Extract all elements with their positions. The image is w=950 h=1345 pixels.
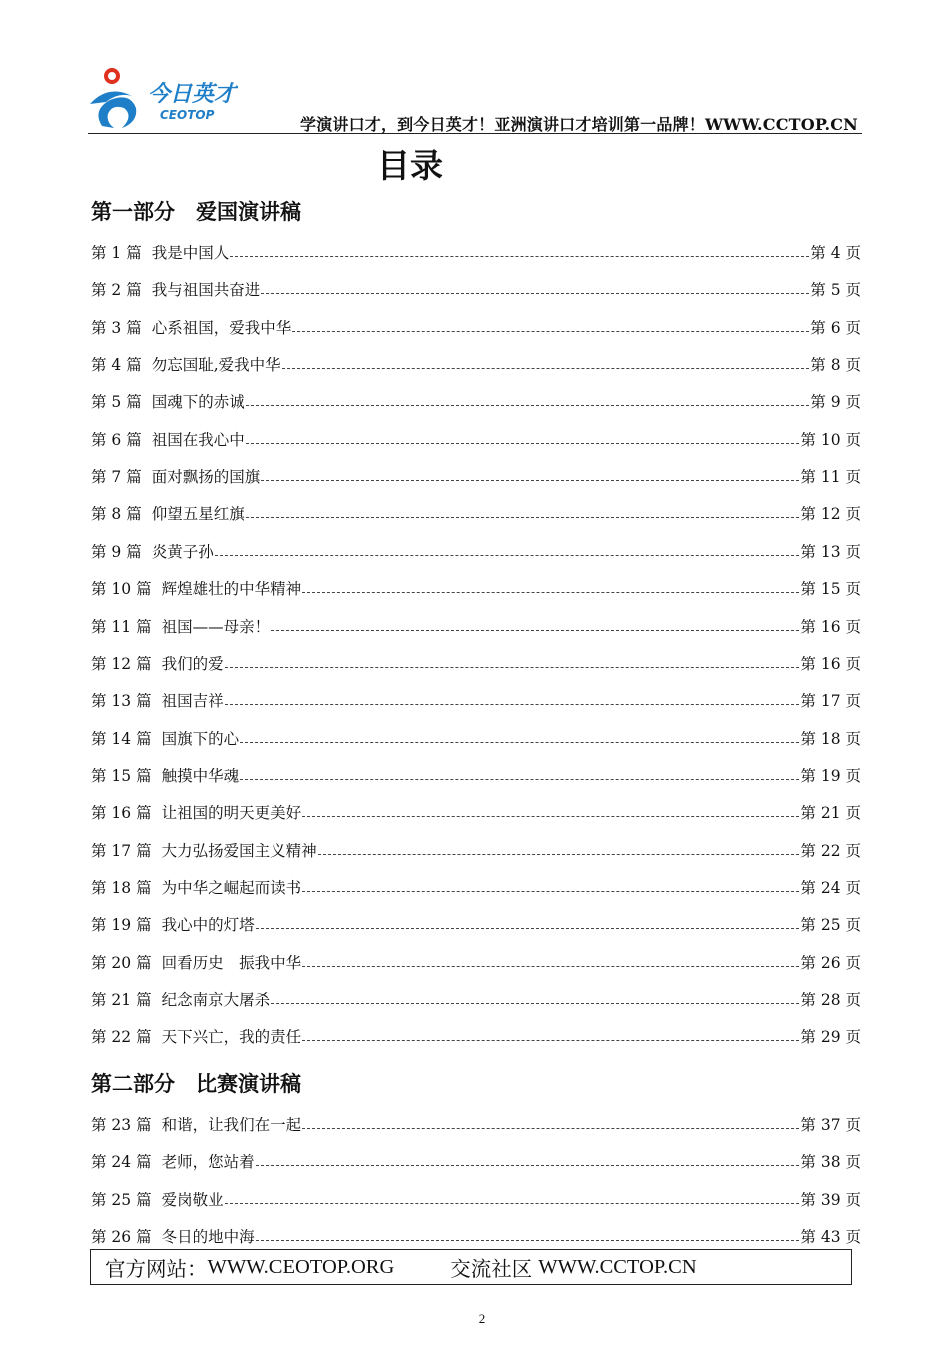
entry-number: 第 24 篇 <box>91 1153 152 1172</box>
entry-title: 仰望五星红旗 <box>151 505 245 524</box>
entry-number: 第 1 篇 <box>91 244 142 262</box>
dot-leader <box>256 1164 800 1166</box>
ceotop-logo-mark <box>88 66 238 132</box>
toc-entry[interactable] <box>91 1150 861 1172</box>
dot-leader <box>225 1202 800 1204</box>
entry-title: 天下兴亡，我的责任 <box>161 1028 302 1047</box>
entry-number: 第 9 篇 <box>91 542 142 561</box>
dot-leader <box>256 1239 800 1241</box>
toc-entry[interactable] <box>91 390 861 412</box>
entry-page: 第 11 页 <box>800 468 861 487</box>
toc-entry[interactable] <box>91 764 861 786</box>
entry-number: 第 7 篇 <box>91 468 142 487</box>
entry-number: 第 26 篇 <box>91 1228 152 1247</box>
entry-page: 第 4 页 <box>810 244 861 262</box>
entry-title: 祖国吉祥 <box>161 692 224 711</box>
dot-leader <box>230 255 809 257</box>
logo-text: 今日英才 <box>148 82 237 107</box>
entry-title: 辉煌雄壮的中华精神 <box>161 580 302 599</box>
entry-page: 第 18 页 <box>800 729 861 748</box>
entry-title: 我心中的灯塔 <box>161 916 255 935</box>
entry-number: 第 10 篇 <box>91 580 152 599</box>
dot-leader <box>246 442 800 444</box>
entry-title: 国旗下的心 <box>161 729 240 748</box>
toc-entry[interactable] <box>91 913 861 935</box>
section-heading-competition: 第二部分 比赛演讲稿 <box>91 1072 301 1096</box>
entry-page: 第 39 页 <box>800 1190 861 1209</box>
entry-title: 勿忘国耻,爱我中华 <box>151 356 281 375</box>
section-heading-patriotic: 第一部分 爱国演讲稿 <box>91 200 301 224</box>
entry-page: 第 9 页 <box>810 393 861 412</box>
community-label: 交流社区 <box>450 1257 533 1281</box>
toc-entry[interactable] <box>91 876 861 898</box>
dot-leader <box>271 1002 799 1004</box>
entry-title: 我是中国人 <box>151 244 230 262</box>
entry-title: 回看历史 振我中华 <box>161 953 302 972</box>
entry-number: 第 19 篇 <box>91 916 152 935</box>
toc-entry[interactable] <box>91 577 861 599</box>
entry-page: 第 19 页 <box>800 766 861 785</box>
toc-entry[interactable] <box>91 951 861 973</box>
toc-entry[interactable] <box>91 727 861 749</box>
entry-page: 第 16 页 <box>800 617 861 636</box>
entry-page: 第 10 页 <box>800 430 861 449</box>
toc-entry[interactable] <box>91 465 861 487</box>
entry-number: 第 13 篇 <box>91 692 152 711</box>
entry-title: 面对飘扬的国旗 <box>151 468 261 487</box>
toc-entry[interactable] <box>91 353 861 375</box>
entry-page: 第 17 页 <box>800 692 861 711</box>
entry-page: 第 5 页 <box>810 281 861 300</box>
footer-links-box <box>90 1249 852 1285</box>
dot-leader <box>261 479 799 481</box>
toc-entry[interactable] <box>91 988 861 1010</box>
logo-subtext: CEOTOP <box>160 108 215 122</box>
community-link[interactable]: WWW.CCTOP.CN <box>538 1255 697 1278</box>
entry-number: 第 5 篇 <box>91 393 142 412</box>
entry-title: 触摸中华魂 <box>161 766 240 785</box>
entry-page: 第 21 页 <box>800 804 861 823</box>
entry-title: 冬日的地中海 <box>161 1228 255 1247</box>
entry-title: 祖国——母亲！ <box>161 617 271 636</box>
toc-entry[interactable] <box>91 1188 861 1210</box>
official-site-label: 官方网站： <box>105 1257 208 1281</box>
entry-page: 第 26 页 <box>800 953 861 972</box>
entry-number: 第 20 篇 <box>91 953 152 972</box>
toc-entry[interactable] <box>91 1225 861 1247</box>
entry-title: 老师，您站着 <box>161 1153 255 1172</box>
dot-leader <box>282 367 810 369</box>
dot-leader <box>302 965 799 967</box>
header-slogan: 学演讲口才，到今日英才！亚洲演讲口才培训第一品牌！WWW.CCTOP.CN <box>299 115 858 134</box>
toc-entry[interactable] <box>91 278 861 300</box>
entry-page: 第 16 页 <box>800 654 861 673</box>
entry-number: 第 17 篇 <box>91 841 152 860</box>
entry-title: 爱岗敬业 <box>161 1190 224 1209</box>
dot-leader <box>261 292 809 294</box>
entry-number: 第 15 篇 <box>91 766 152 785</box>
dot-leader <box>292 330 809 332</box>
entry-page: 第 13 页 <box>800 542 861 561</box>
dot-leader <box>256 927 800 929</box>
entry-number: 第 25 篇 <box>91 1190 152 1209</box>
toc-entry[interactable] <box>91 839 861 861</box>
official-site-link[interactable]: WWW.CEOTOP.ORG <box>207 1255 395 1278</box>
dot-leader <box>302 1127 799 1129</box>
entry-title: 炎黄子孙 <box>151 542 214 561</box>
entry-title: 我们的爱 <box>161 654 224 673</box>
entry-page: 第 15 页 <box>800 580 861 599</box>
entry-number: 第 14 篇 <box>91 729 152 748</box>
dot-leader <box>302 591 799 593</box>
entry-page: 第 37 页 <box>800 1116 861 1134</box>
toc-entry[interactable] <box>91 540 861 562</box>
entry-number: 第 22 篇 <box>91 1028 152 1047</box>
dot-leader <box>271 629 799 631</box>
toc-entry[interactable] <box>91 316 861 338</box>
entry-number: 第 21 篇 <box>91 991 152 1009</box>
entry-number: 第 8 篇 <box>91 505 142 524</box>
toc-entry[interactable] <box>91 428 861 450</box>
entry-title: 和谐，让我们在一起 <box>161 1116 302 1134</box>
entry-title: 祖国在我心中 <box>151 430 245 449</box>
toc-entry[interactable] <box>91 241 861 263</box>
entry-page: 第 8 页 <box>810 356 861 375</box>
entry-page: 第 24 页 <box>800 878 861 897</box>
page-title: 目录 <box>377 146 443 185</box>
dot-leader <box>240 778 799 780</box>
toc-entry[interactable] <box>91 689 861 711</box>
entry-page: 第 12 页 <box>800 505 861 524</box>
entry-title: 让祖国的明天更美好 <box>161 804 302 823</box>
entry-title: 我与祖国共奋进 <box>151 281 261 300</box>
entry-number: 第 6 篇 <box>91 430 142 449</box>
entry-page: 第 22 页 <box>800 841 861 860</box>
entry-number: 第 23 篇 <box>91 1116 152 1134</box>
toc-entry[interactable] <box>91 1113 861 1135</box>
toc-entry[interactable] <box>91 652 861 674</box>
page-number: 2 <box>478 1311 486 1326</box>
entry-title: 为中华之崛起而读书 <box>161 878 302 897</box>
dot-leader <box>240 741 799 743</box>
dot-leader <box>246 516 800 518</box>
entry-number: 第 18 篇 <box>91 878 152 897</box>
header-divider <box>88 133 862 134</box>
entry-title: 心系祖国，爱我中华 <box>151 318 292 337</box>
toc-entry[interactable] <box>91 615 861 637</box>
entry-page: 第 28 页 <box>800 991 861 1009</box>
ceotop-logo <box>88 66 238 132</box>
entry-page: 第 29 页 <box>800 1028 861 1047</box>
logo-red-ring <box>106 70 118 82</box>
entry-number: 第 2 篇 <box>91 281 142 300</box>
toc-entry[interactable] <box>91 801 861 823</box>
entry-number: 第 16 篇 <box>91 804 152 823</box>
dot-leader <box>246 404 810 406</box>
entry-number: 第 3 篇 <box>91 318 142 337</box>
dot-leader <box>215 554 800 556</box>
entry-page: 第 6 页 <box>810 318 861 337</box>
dot-leader <box>318 853 800 855</box>
dot-leader <box>225 703 800 705</box>
entry-number: 第 4 篇 <box>91 356 142 375</box>
entry-page: 第 43 页 <box>800 1228 861 1247</box>
entry-page: 第 38 页 <box>800 1153 861 1172</box>
entry-title: 纪念南京大屠杀 <box>161 991 271 1009</box>
dot-leader <box>302 815 799 817</box>
toc-entry[interactable] <box>91 1025 861 1047</box>
entry-title: 国魂下的赤诚 <box>151 393 245 412</box>
dot-leader <box>302 890 799 892</box>
entry-number: 第 11 篇 <box>91 617 152 636</box>
dot-leader <box>302 1039 799 1041</box>
toc-entry[interactable] <box>91 502 861 524</box>
entry-page: 第 25 页 <box>800 916 861 935</box>
entry-number: 第 12 篇 <box>91 654 152 673</box>
entry-title: 大力弘扬爱国主义精神 <box>161 841 317 860</box>
dot-leader <box>225 666 800 668</box>
